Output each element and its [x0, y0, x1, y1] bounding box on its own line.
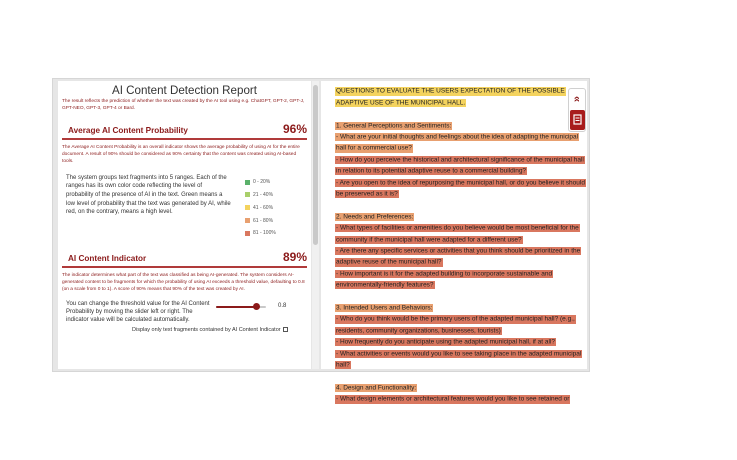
legend-swatch	[245, 218, 250, 223]
legend-label: 61 - 80%	[253, 217, 274, 224]
legend-swatch	[245, 192, 250, 197]
legend-item	[245, 214, 276, 227]
indicator-value: 89%	[282, 249, 307, 264]
ranges-section	[58, 174, 311, 240]
indicator-label: AI Content Indicator	[68, 253, 147, 263]
legend-label: 41 - 60%	[253, 204, 274, 211]
side-toolbar	[568, 88, 586, 132]
text-fragment: - What types of facilities or amenities do you believe would be most beneficial for the community if the municipal hall were adapted for a different use?	[336, 224, 579, 244]
slider-fill	[216, 306, 256, 308]
text-fragment: - Who do you think would be the primary users of the adapted municipal hall? (e.g., residents, community organizations, businesses, tourists)	[336, 316, 575, 335]
report-panel	[58, 81, 311, 369]
text-fragment: 2. Needs and Preferences:	[336, 213, 414, 221]
text-fragment: - How frequently do you anticipate using the adapted municipal hall, if at all?	[336, 338, 555, 346]
text-fragment: QUESTIONS TO EVALUATE THE USERS EXPECTATION OF THE POSSIBLE ADAPTIVE USE OF THE MUNICIPAL HALL.	[336, 88, 565, 107]
text-fragment: - What are your initial thoughts and feelings about the idea of adapting the municipal hall for a commercial use?	[336, 133, 579, 153]
ranges-explanation: The system groups text fragments into 5 ranges. Each of the ranges has its own color code reflecting the level of probability of the presence of AI in the text. Green means a low level of probability that the text was generated by AI, while red, on the contrary, means a high level.	[66, 174, 231, 216]
text-fragment: 3. Intended Users and Behaviors:	[336, 304, 433, 312]
average-probability-description: The Average AI Content Probability is an overall indicator shows the average probability of using AI for the entire document. A result of 90% should be considered as 90% certainty that the content was created using AI-based tools.	[62, 144, 300, 164]
app-frame	[52, 78, 590, 403]
average-probability-label: Average AI Content Probability	[68, 125, 188, 135]
divider	[62, 138, 307, 140]
display-filter-checkbox[interactable]	[283, 327, 288, 332]
text-fragment: - How do you perceive the historical and architectural significance of the municipal hall in relation to its potential adaptive reuse to a commercial building?	[336, 156, 584, 175]
scrollbar-thumb[interactable]	[313, 85, 318, 245]
document-icon[interactable]	[570, 110, 585, 130]
document-panel	[321, 81, 587, 403]
text-fragment: 4. Design and Functionality:	[336, 384, 417, 392]
text-fragment: - What activities or events would you like to see taking place in the adapted municipal hall?	[336, 350, 582, 369]
text-fragment: - What design elements or architectural features would you like to see retained or	[336, 395, 570, 403]
threshold-explanation: You can change the threshold value for the AI Content Probability by moving the slider left or right. The indicator value will be calculated automatically.	[66, 300, 210, 324]
legend-label: 0 - 20%	[253, 179, 271, 186]
collapse-icon[interactable]: »	[571, 95, 583, 103]
display-filter[interactable]	[58, 327, 311, 333]
text-fragment: 1. General Perceptions and Sentiments:	[336, 122, 452, 130]
legend-item	[245, 189, 276, 202]
average-probability-value: 96%	[282, 121, 307, 136]
threshold-section	[58, 300, 311, 325]
report-subtitle: The result reflects the prediction of whether the text was created by the AI tool using e.g. ChatGPT, GPT-2, GPT-J, GPT-NEO, GPT-3, GPT-4 or Bard.	[62, 99, 305, 111]
indicator-description: The indicator determines what part of the text was classified as being AI-generated. The system considers AI-generated content to be fragments for which the probability of using AI exceeds a threshold value, defaulting to 0.8 (on a scale from 0 to 1). A score of 90% means that 90% of the text was created by AI.	[62, 272, 305, 292]
legend-label: 81 - 100%	[253, 230, 276, 237]
legend-label: 21 - 40%	[253, 191, 274, 198]
report-title: AI Content Detection Report	[111, 84, 257, 97]
divider	[62, 266, 307, 268]
indicator-row	[58, 250, 311, 264]
legend-swatch	[245, 205, 250, 210]
threshold-slider[interactable]	[216, 302, 266, 312]
text-fragment: - Are you open to the idea of repurposing the municipal hall, or do you believe it should be preserved as it is?	[336, 179, 585, 198]
legend-item	[245, 227, 276, 240]
average-probability-row	[58, 122, 311, 136]
legend-item	[245, 176, 276, 189]
legend-swatch	[245, 180, 250, 185]
highlighted-document	[321, 81, 587, 405]
legend-swatch	[245, 231, 250, 236]
text-fragment: - How important is it for the adapted building to incorporate sustainable and environmentally-friendly features?	[336, 270, 553, 289]
legend-item	[245, 201, 276, 214]
report-scrollbar[interactable]	[312, 81, 319, 369]
display-filter-label: Display only text fragments contained by AI Content Indicator	[132, 326, 281, 333]
slider-handle[interactable]	[253, 303, 260, 310]
probability-legend	[245, 176, 276, 240]
text-fragment: - Are there any specific services or activities that you think should be prioritized in the adaptive reuse of the municipal hall?	[336, 247, 581, 267]
threshold-value: 0.8	[278, 302, 287, 309]
